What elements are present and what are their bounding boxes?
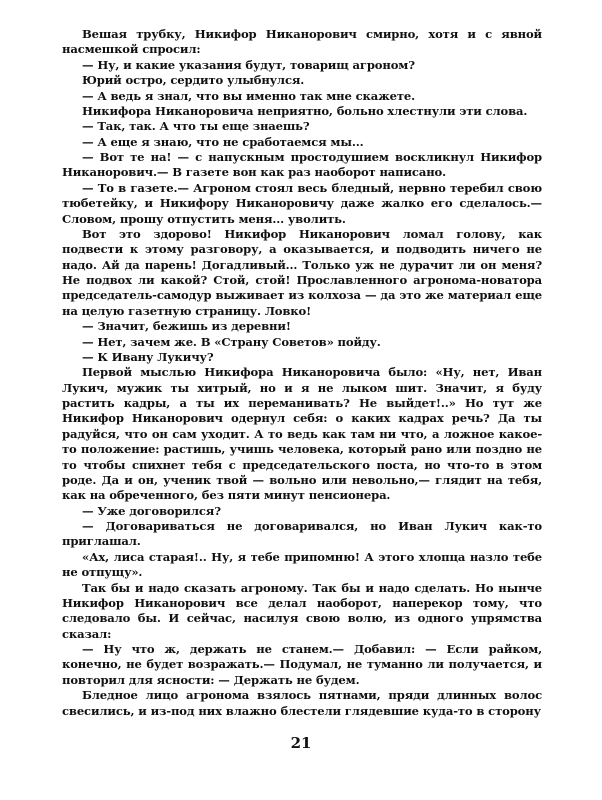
paragraph: Вешая трубку, Никифор Никанорович смирно, хотя и с явной насмешкой спросил: [62, 27, 542, 57]
page-number: 21 [290, 734, 312, 752]
paragraph: — К Ивану Лукичу? [82, 349, 214, 364]
paragraph: Вот это здорово! Никифор Никанорович ломал голову, как подвести к этому разговору, а оказывается, и подводить ничего не надо. Ай да парень! Догадливый... Только уж не дурачит ли он меня? Не подвох ли какой? Стой, стой! Прославленного агронома-новатора председатель-самодур выживает из колхоза — да это же материал еще на целую газетную страницу. Ловко! [62, 226, 542, 318]
paragraph: «Ах, лиса старая!.. Ну, я тебе припомню! А этого хлопца назло тебе не отпущу». [62, 549, 542, 580]
paragraph: Бледное лицо агронома взялось пятнами, пряди длинных волос свесились, и из-под них влажно блестели глядевшие куда-то в сторону [62, 688, 542, 718]
paragraph: — Уже договорился? [82, 503, 221, 518]
paragraph: — То в газете.— Агроном стоял весь бледный, нервно теребил свою тюбетейку, и Никифору Никаноровичу даже жалко его сделалось.— Словом, прошу отпустить меня... уволить. [62, 180, 542, 226]
paragraph: — А ведь я знал, что вы именно так мне скажете. [82, 88, 416, 103]
paragraph: — Договариваться не договаривался, но Иван Лукич как-то приглашал. [62, 519, 542, 549]
paragraph: — Ну что ж, держать не станем.— Добавил: — Если райком, конечно, не будет возражать.— Подумал, не туманно ли получается, и повторил для ясности: — Держать не будем. [62, 642, 542, 687]
paragraph: Юрий остро, сердито улыбнулся. [82, 73, 305, 88]
paragraph: — Ну, и какие указания будут, товарищ агроном? [82, 57, 415, 72]
paragraph: Первой мыслью Никифора Никаноровича было: «Ну, нет, Иван Лукич, мужик ты хитрый, но и я не лыком шит. Значит, я буду растить кадры, а ты их переманивать? Не выйдет!..» Но тут же Никифор Никанорович одернул себя: о каких кадрах речь? Да ты радуйся, что он сам уходит. А то ведь как там ни что, а ложное какое-то положение: растишь, учишь человека, который рано или поздно не то чтобы спихнет тебя с председательского поста, но что-то в этом роде. Да и он, ученик твой — вольно или невольно,— глядит на тебя, как на обреченного, без пяти минут пенсионера. [62, 365, 542, 503]
paragraph: — А еще я знаю, что не сработаемся мы... [82, 134, 364, 149]
page-text [62, 27, 542, 719]
paragraph: Никифора Никаноровича неприятно, больно хлестнули эти слова. [82, 103, 528, 118]
paragraph: Так бы и надо сказать агроному. Так бы и надо сделать. Но нынче Никифор Никанорович все делал наоборот, наперекор тому, что следовало бы. И сейчас, насилуя свою волю, из одного упрямства сказал: [62, 580, 542, 641]
paragraph: — Так, так. А что ты еще знаешь? [82, 119, 310, 134]
paragraph: — Нет, зачем же. В «Страну Советов» пойду. [82, 334, 381, 349]
paragraph: — Вот те на! — с напускным простодушием воскликнул Никифор Никанорович.— В газете вон как раз наоборот написано. [62, 150, 542, 180]
paragraph: — Значит, бежишь из деревни! [82, 319, 291, 334]
